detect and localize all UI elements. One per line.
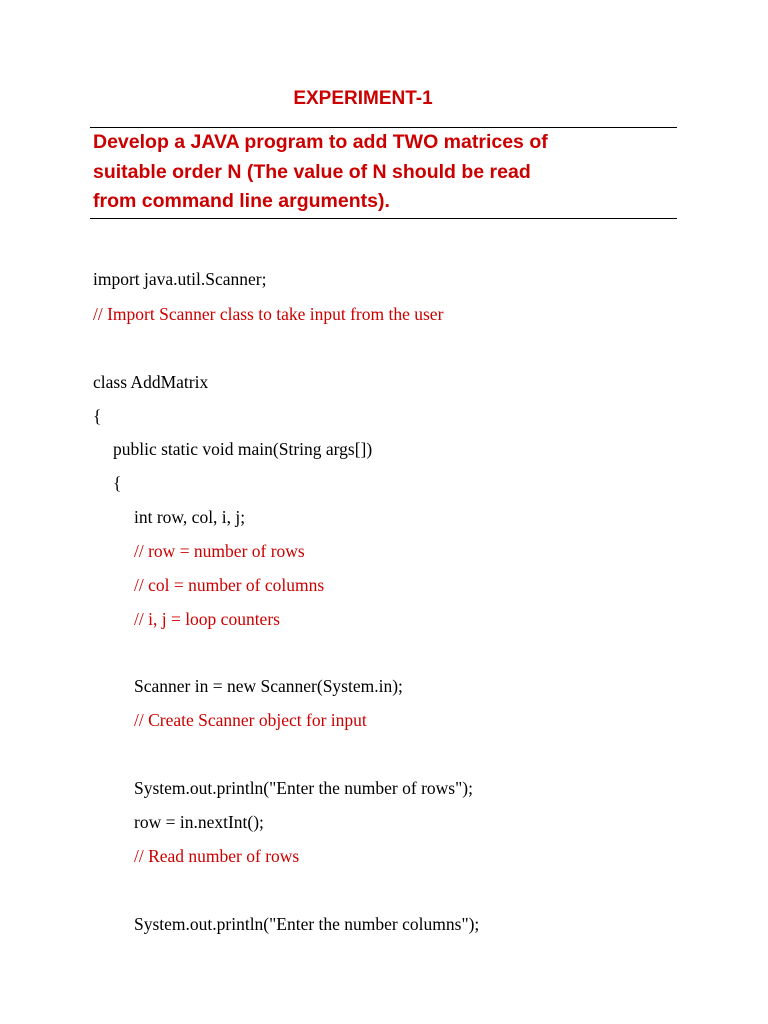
code-comment: // Create Scanner object for input: [134, 710, 367, 730]
problem-line: from command line arguments).: [93, 190, 390, 212]
code-line-class: class AddMatrix: [93, 372, 209, 392]
code-comment: // i, j = loop counters: [134, 609, 280, 629]
experiment-title: EXPERIMENT-1: [293, 88, 433, 109]
code-line-brace: {: [93, 406, 102, 426]
code-line-brace: {: [113, 473, 122, 493]
code-line-read: row = in.nextInt();: [134, 812, 264, 832]
code-comment: // Read number of rows: [134, 846, 300, 866]
code-line-import: import java.util.Scanner;: [93, 269, 267, 289]
problem-line: Develop a JAVA program to add TWO matrices of: [93, 131, 548, 153]
code-line-main: public static void main(String args[]): [113, 439, 373, 459]
code-comment: // Import Scanner class to take input from the user: [93, 304, 444, 324]
code-line-println: System.out.println("Enter the number columns");: [134, 914, 480, 934]
code-line-println: System.out.println("Enter the number of rows");: [134, 778, 473, 798]
code-line-scanner: Scanner in = new Scanner(System.in);: [134, 676, 403, 696]
code-line-declare: int row, col, i, j;: [134, 507, 246, 527]
code-comment: // row = number of rows: [134, 541, 305, 561]
problem-line: suitable order N (The value of N should be read: [93, 160, 531, 183]
code-comment: // col = number of columns: [134, 575, 325, 595]
